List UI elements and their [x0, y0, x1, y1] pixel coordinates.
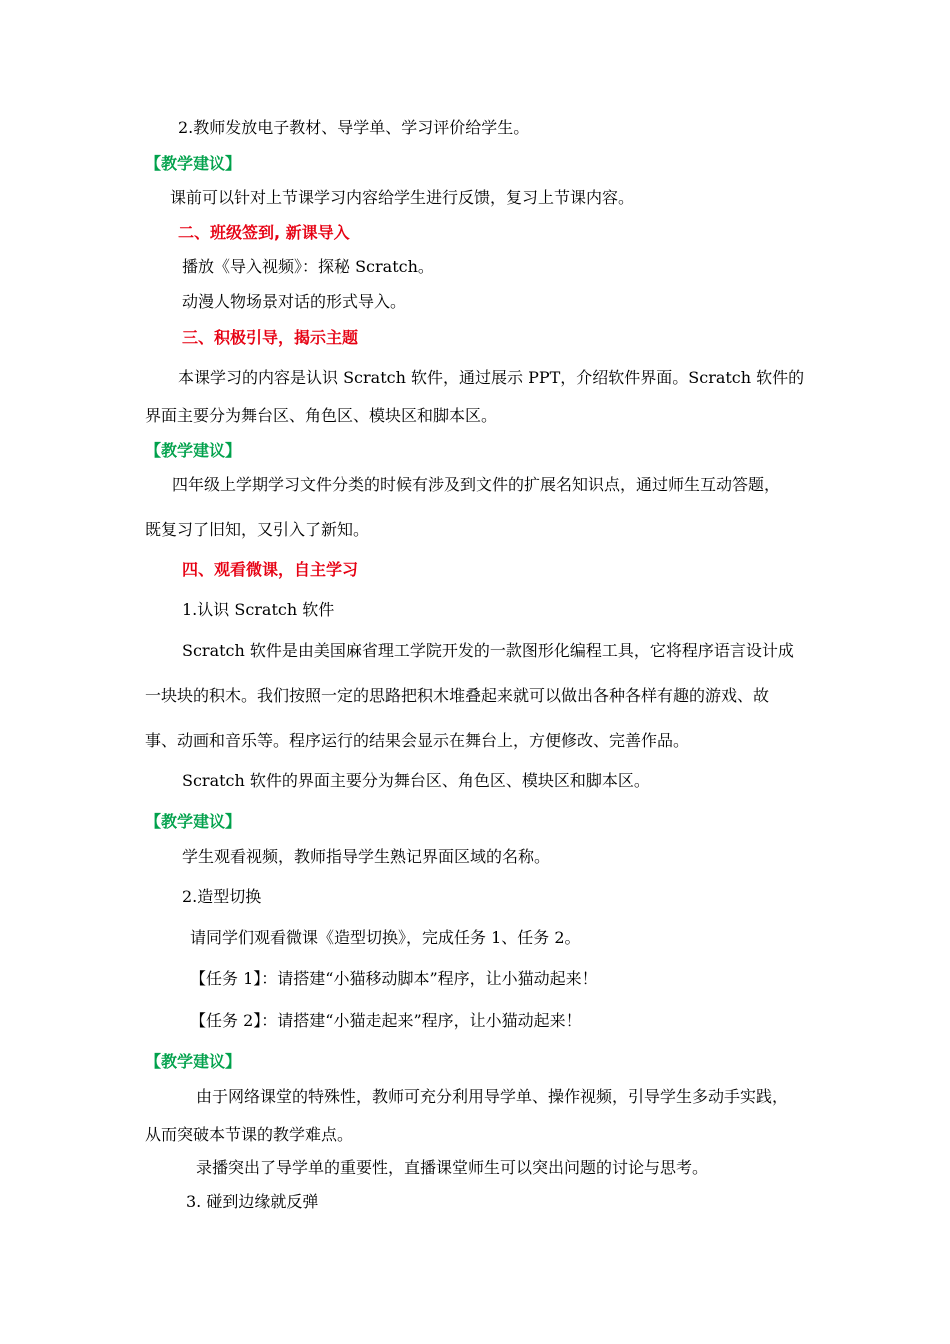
teaching-tip-label: 【教学建议】 [145, 812, 242, 831]
paragraph-scratch-desc-2: 一块块的积木。我们按照一定的思路把积木堆叠起来就可以做出各种各样有趣的游戏、故 [145, 686, 770, 705]
section-heading-micro-course: 四、观看微课，自主学习 [182, 560, 359, 579]
paragraph-lesson-content-2: 界面主要分为舞台区、角色区、模块区和脚本区。 [145, 406, 498, 425]
subsection-title-bounce: 3. 碰到边缘就反弹 [186, 1192, 319, 1211]
teaching-tip-text: 学生观看视频，教师指导学生熟记界面区域的名称。 [182, 847, 551, 866]
teaching-tip-label: 【教学建议】 [145, 154, 242, 173]
teaching-tip-label: 【教学建议】 [145, 441, 242, 460]
paragraph-distribute-materials: 2.教师发放电子教材、导学单、学习评价给学生。 [178, 118, 530, 137]
paragraph-intro-video: 播放《导入视频》：探秘 Scratch。 [182, 257, 434, 276]
subsection-title-costume-switch: 2.造型切换 [182, 887, 262, 906]
paragraph-lesson-content-1: 本课学习的内容是认识 Scratch 软件，通过展示 PPT，介绍软件界面。Scratch 软件的 [178, 368, 805, 387]
section-heading-checkin: 二、班级签到, 新课导入 [178, 223, 350, 242]
teaching-tip-text-3: 录播突出了导学单的重要性，直播课堂师生可以突出问题的讨论与思考。 [196, 1158, 709, 1177]
section-heading-theme: 三、积极引导，揭示主题 [182, 328, 359, 347]
teaching-tip-label: 【教学建议】 [145, 1052, 242, 1071]
paragraph-watch-micro-course: 请同学们观看微课《造型切换》，完成任务 1、任务 2。 [190, 928, 581, 947]
task-1: 【任务 1】：请搭建“小猫移动脚本”程序，让小猫动起来！ [190, 969, 598, 988]
paragraph-scratch-interface: Scratch 软件的界面主要分为舞台区、角色区、模块区和脚本区。 [182, 771, 650, 790]
paragraph-anime-dialogue: 动漫人物场景对话的形式导入。 [182, 292, 407, 311]
paragraph-scratch-desc-1: Scratch 软件是由美国麻省理工学院开发的一款图形化编程工具，它将程序语言设计成 [182, 641, 794, 660]
teaching-tip-text-1: 四年级上学期学习文件分类的时候有涉及到文件的扩展名知识点，通过师生互动答题， [172, 475, 781, 494]
teaching-tip-text-2: 从而突破本节课的教学难点。 [145, 1125, 354, 1144]
teaching-tip-text-1: 由于网络课堂的特殊性，教师可充分利用导学单、操作视频，引导学生多动手实践， [196, 1087, 789, 1106]
teaching-tip-text-2: 既复习了旧知，又引入了新知。 [145, 520, 370, 539]
subsection-title-know-scratch: 1.认识 Scratch 软件 [182, 600, 335, 619]
paragraph-scratch-desc-3: 事、动画和音乐等。程序运行的结果会显示在舞台上，方便修改、完善作品。 [145, 731, 690, 750]
teaching-tip-text: 课前可以针对上节课学习内容给学生进行反馈，复习上节课内容。 [170, 188, 635, 207]
task-2: 【任务 2】：请搭建“小猫走起来”程序，让小猫动起来！ [190, 1011, 582, 1030]
